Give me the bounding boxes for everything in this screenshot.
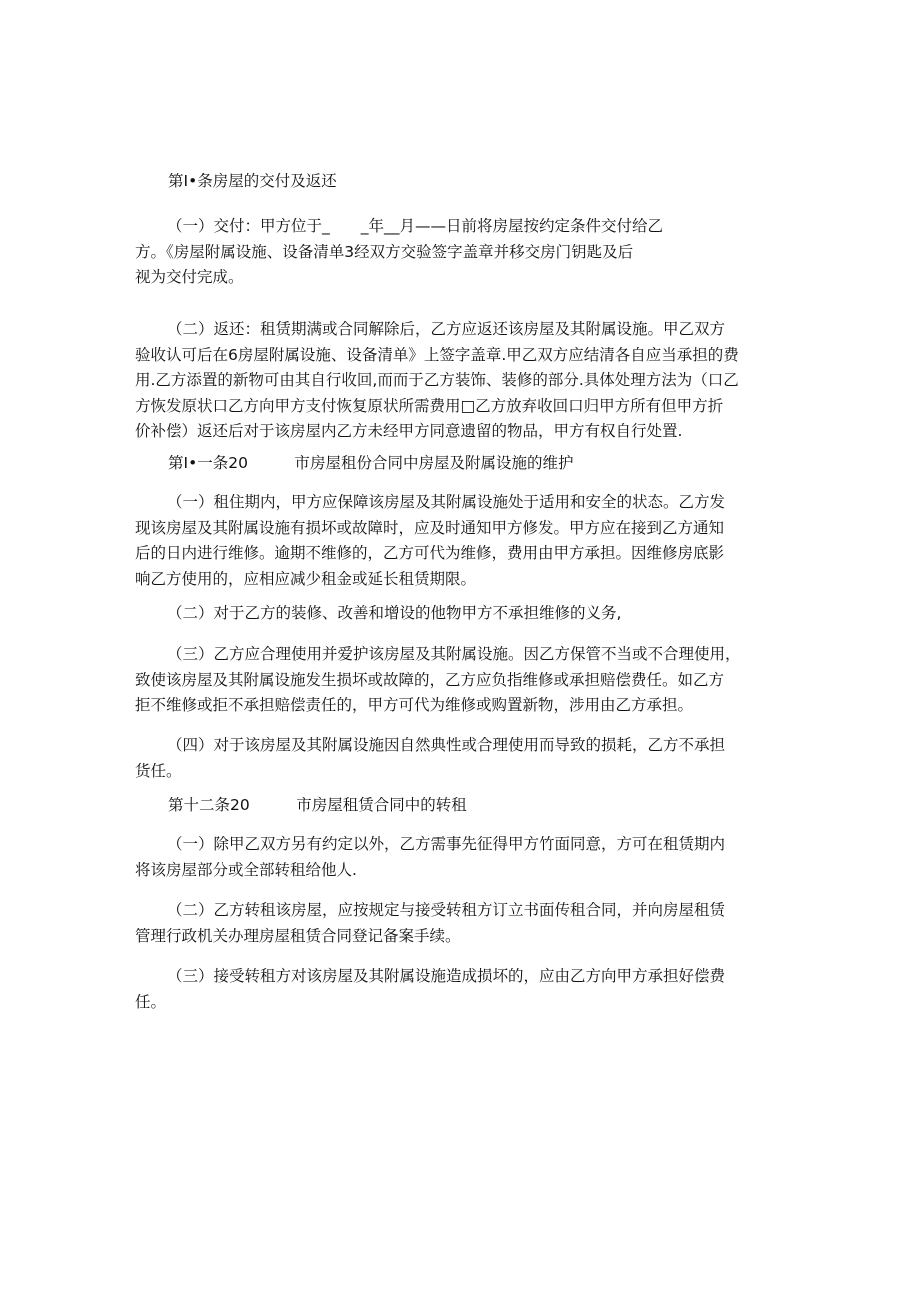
- article-11-heading: 第I•一条20 市房屋租份合同中房屋及附属设施的维护: [168, 454, 574, 472]
- text-line: （三）乙方应合理使用并爱护该房屋及其附属设施。因乙方保管不当或不合理使用，: [167, 645, 741, 663]
- article-12-paragraph-1: [135, 832, 800, 883]
- text-line: 验收认可后在6房屋附属设施、设备清单》上签字盖章.甲乙双方应结清各自应当承担的费: [135, 345, 739, 364]
- article-12-paragraph-2: [135, 898, 800, 949]
- article-11-paragraph-1: [135, 490, 800, 592]
- text-line: （一）租住期内，甲方应保障该房屋及其附属设施处于适用和安全的状态。乙方发: [167, 493, 726, 511]
- text-line: （二）返还：租赁期满或合同解除后，乙方应返还该房屋及其附属设施。甲乙双方: [167, 320, 726, 338]
- article-12-heading: 第十二条20 市房屋租赁合同中的转租: [168, 796, 467, 814]
- text-line: 将该房屋部分或全部转租给他人.: [135, 860, 357, 879]
- text-line: 拒不维修或拒不承担赔偿责任的，甲方可代为维修或购置新物，涉用由乙方承担。: [135, 696, 694, 714]
- text-line: 方恢发原状口乙方向甲方支付恢复原状所需费用□乙方放弃收回口归甲方所有但甲方折: [135, 396, 724, 415]
- text-line: 管理行政机关办理房屋租赁合同登记备案手续。: [135, 926, 461, 945]
- text-line: 现该房屋及其附属设施有损坏或故障时，应及时通知甲方修发。甲方应在接到乙方通知: [135, 518, 725, 537]
- text-line: （二）乙方转租该房屋，应按规定与接受转租方订立书面传租合同，并向房屋租赁: [167, 901, 726, 919]
- article-10-paragraph-2: [135, 317, 800, 445]
- text-line: （二）对于乙方的装修、改善和增设的他物甲方不承担维修的义务,: [167, 604, 622, 622]
- article-11-paragraph-2: [135, 601, 800, 627]
- text-line: （三）接受转租方对该房屋及其附属设施造成损坏的，应由乙方向甲方承担好偿费: [167, 967, 726, 985]
- text-line: 致使该房屋及其附属设施发生损坏或故障的，乙方应负指维修或承担赔偿费任。如乙方: [135, 670, 725, 689]
- article-10-heading: 第I•条房屋的交付及返还: [168, 172, 337, 190]
- text-line: 任。: [135, 992, 167, 1011]
- text-line: （一）除甲乙双方另有约定以外，乙方需事先征得甲方竹面同意，方可在租赁期内: [167, 835, 726, 853]
- text-line: （一）交付：甲方位于_ _年__月——日前将房屋按约定条件交付给乙: [167, 217, 664, 235]
- text-line: 货任。: [135, 761, 182, 780]
- text-line: 视为交付完成。: [135, 268, 244, 286]
- text-line: 价补偿）返还后对于该房屋内乙方未经甲方同意遗留的物品，甲方有权自行处置.: [135, 422, 683, 440]
- article-11-paragraph-4: [135, 733, 800, 784]
- article-11-paragraph-3: [135, 642, 800, 719]
- text-line: 响乙方使用的，应相应减少租金或延长租赁期限。: [135, 569, 477, 588]
- article-10-paragraph-1: [135, 214, 800, 291]
- text-line: 用.乙方添置的新物可由其自行收回,而而于乙方装饰、装修的部分.具体处理方法为（口乙: [135, 371, 739, 389]
- article-12-paragraph-3: [135, 964, 800, 1015]
- text-line: （四）对于该房屋及其附属设施因自然典性或合理使用而导致的损耗，乙方不承担: [167, 736, 726, 754]
- text-line: 后的日内进行维修。逾期不维修的，乙方可代为维修，费用由甲方承担。因维修房底影: [135, 544, 725, 562]
- text-line: 方。《房屋附属设施、设备清单3经双方交验签字盖章并移交房门钥匙及后: [135, 242, 634, 261]
